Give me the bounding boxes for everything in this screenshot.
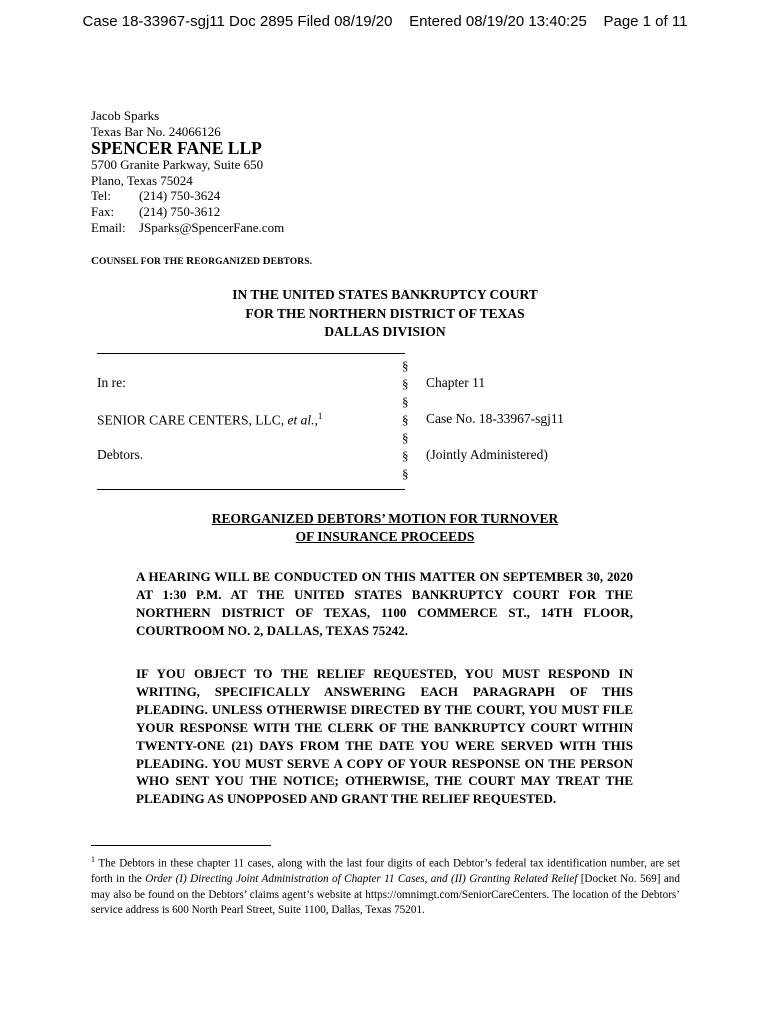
counsel-cap-2: R: [186, 255, 195, 267]
motion-title-line-1: REORGANIZED DEBTORS’ MOTION FOR TURNOVER: [211, 511, 559, 526]
et-al: et al.: [287, 412, 315, 428]
footnote-text-1: The Debtors in these chapter 11 cases, along with the last four digits of each Debtor’s federal tax identification number, are set forth in the: [91, 857, 680, 886]
section-mark: §: [402, 448, 409, 463]
address-line-1: 5700 Granite Parkway, Suite 650: [91, 157, 264, 173]
email-value: JSparks@SpencerFane.com: [139, 219, 285, 235]
footnote-mark: 1: [91, 855, 95, 864]
caption-bottom-rule: [97, 489, 405, 490]
section-mark: §: [402, 466, 409, 481]
motion-title: [0, 510, 770, 546]
section-mark: §: [402, 394, 409, 409]
jointly-administered: (Jointly Administered): [426, 447, 548, 462]
counsel-line: [91, 255, 312, 267]
section-mark: §: [402, 358, 409, 373]
debtor-name-comma: ,: [314, 412, 318, 428]
counsel-cap-1: C: [91, 255, 100, 267]
debtor-name-text: SENIOR CARE CENTERS, LLC,: [97, 412, 288, 428]
counsel-cap-3: D: [262, 255, 271, 267]
footnote-rule: [91, 845, 271, 846]
footnote-order-title: Order (I) Directing Joint Administration of Chapter 11 Cases, and (II) Granting Related Relief: [145, 873, 578, 886]
court-line-2: FOR THE NORTHERN DISTRICT OF TEXAS: [245, 305, 525, 321]
case-number: Case No. 18-33967-sgj11: [426, 411, 564, 426]
motion-title-line-2: OF INSURANCE PROCEEDS: [295, 529, 475, 544]
counsel-word-2: EORGANIZED: [194, 257, 263, 267]
court-heading: [0, 286, 770, 342]
address-line-2: Plano, Texas 75024: [91, 172, 193, 188]
objection-notice: IF YOU OBJECT TO THE RELIEF REQUESTED, YOU MUST RESPOND IN WRITING, SPECIFICALLY ANSWERING EACH PARAGRAPH OF THIS PLEADING. UNLESS OTHERWISE DIRECTED BY THE COURT, YOU MUST FILE YOUR RESPONSE WITH THE CLERK OF THE BANKRUPTCY COURT WITHIN TWENTY-ONE (21) DAYS FROM THE DATE YOU WERE SERVED WITH THIS PLEADING. YOU MUST SERVE A COPY OF YOUR RESPONSE ON THE PERSON WHO SENT YOU THE NOTICE; OTHERWISE, THE COURT MAY TREAT THE PLEADING AS UNOPPOSED AND GRANT THE RELIEF REQUESTED.: [136, 666, 633, 807]
debtor-name: [97, 411, 322, 429]
footnote-text-2: [Docket No. 569] and may also be found on the Debtors’ claims agent’s website at https://omnimgt.com/SeniorCareCenters. The location of the Debtors’ service address is 600 North Pearl Street, Suite 1100, Dallas, Texas 75201.: [91, 873, 680, 916]
counsel-word-1: OUNSEL FOR THE: [99, 257, 187, 267]
email-row: [91, 220, 284, 236]
section-mark: §: [402, 430, 409, 445]
attorney-block: [91, 108, 284, 235]
fax-label: Fax:: [91, 203, 115, 219]
debtors-label: Debtors.: [97, 447, 144, 462]
fax-row: [91, 204, 284, 220]
section-mark: §: [402, 412, 409, 427]
firm-name: SPENCER FANE LLP: [91, 138, 262, 159]
tel-label: Tel:: [91, 188, 112, 204]
court-line-1: IN THE UNITED STATES BANKRUPTCY COURT: [232, 287, 538, 302]
caption-top-rule: [97, 353, 405, 354]
tel-value: (214) 750-3624: [139, 188, 221, 204]
footnote-ref: 1: [317, 411, 323, 421]
attorney-name: Jacob Sparks: [91, 108, 160, 123]
hearing-notice: A HEARING WILL BE CONDUCTED ON THIS MATTER ON SEPTEMBER 30, 2020 AT 1:30 P.M. AT THE UNITED STATES BANKRUPTCY COURT FOR THE NORTHERN DISTRICT OF TEXAS, 1100 COMMERCE ST., 14TH FLOOR, COURTROOM NO. 2, DALLAS, TEXAS 75242.: [136, 569, 633, 638]
counsel-word-3: EBTORS.: [270, 257, 313, 267]
chapter-label: Chapter 11: [426, 375, 486, 390]
bar-number: Texas Bar No. 24066126: [91, 123, 221, 139]
tel-row: [91, 188, 284, 204]
court-line-3: DALLAS DIVISION: [324, 324, 446, 339]
footnote: [91, 852, 680, 918]
section-mark: §: [402, 376, 409, 391]
in-re-label: In re:: [97, 375, 126, 390]
fax-value: (214) 750-3612: [139, 203, 221, 219]
email-label: Email:: [91, 219, 126, 235]
docket-header: Case 18-33967-sgj11 Doc 2895 Filed 08/19/20 Entered 08/19/20 13:40:25 Page 1 of 11: [82, 13, 688, 30]
